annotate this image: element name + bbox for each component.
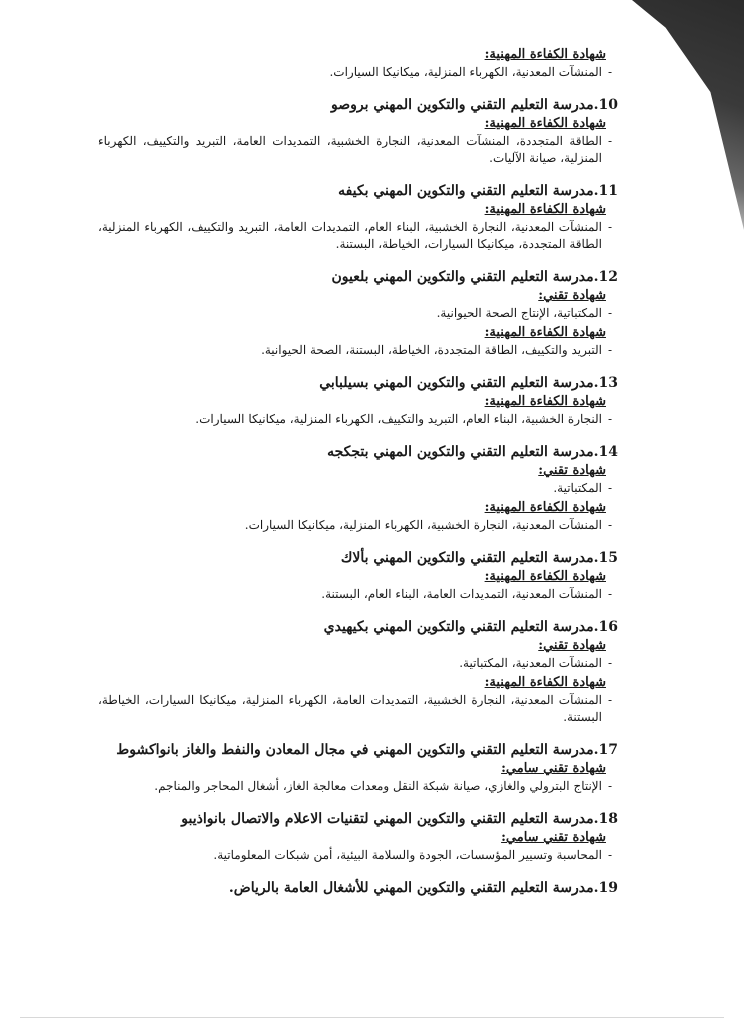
specialties-text: المكتباتية. (553, 481, 602, 495)
list-item (98, 64, 618, 81)
dash-bullet-icon: - (607, 220, 613, 234)
list-item (98, 692, 618, 726)
school-entry (98, 267, 618, 359)
list-item (98, 305, 618, 322)
school-name: مدرسة التعليم التقني والتكوين المهني للأشغال العامة بالرياض. (228, 880, 594, 896)
specialties-text: المنشآت المعدنية، النجارة الخشبية، التمديدات العامة، الكهرباء المنزلية، ميكانيكا السيارات، الخياطة، البستنة. (98, 693, 602, 724)
school-title (98, 267, 618, 287)
specialties-text: التبريد والتكييف، الطاقة المتجددة، الخياطة، البستنة، الصحة الحيوانية. (261, 343, 602, 357)
school-entry (98, 95, 618, 167)
school-name: مدرسة التعليم التقني والتكوين المهني بسيلبابي (319, 375, 594, 391)
list-item (98, 655, 618, 672)
specialties-text: الطاقة المتجددة، المنشآت المعدنية، النجارة الخشبية، التمديدات العامة، التبريد والتكييف، الكهرباء المنزلية، صيانة الآليات. (98, 134, 602, 165)
school-name: مدرسة التعليم التقني والتكوين المهني بروصو (331, 97, 594, 113)
certificate-label: شهادة الكفاءة المهنية: (484, 325, 606, 340)
school-name: مدرسة التعليم التقني والتكوين المهني بتجكجه (327, 444, 594, 460)
school-title (98, 442, 618, 462)
dash-bullet-icon: - (607, 518, 613, 532)
certificate-label: شهادة الكفاءة المهنية: (484, 675, 606, 690)
school-number: 13. (593, 375, 618, 391)
school-entry (98, 617, 618, 726)
specialties-text: المنشآت المعدنية، المكتباتية. (459, 656, 602, 670)
dash-bullet-icon: - (607, 134, 613, 148)
dash-bullet-icon: - (607, 779, 613, 793)
school-name: مدرسة التعليم التقني والتكوين المهني بكيهيدي (323, 619, 594, 635)
specialties-text: الإنتاج البترولي والغازي، صيانة شبكة النقل ومعدات معالجة الغاز، أشغال المحاجر والمناجم. (154, 779, 602, 793)
list-item (98, 133, 618, 167)
dash-bullet-icon: - (607, 343, 613, 357)
school-entry (98, 740, 618, 795)
school-title (98, 548, 618, 568)
specialties-text: المحاسبة وتسيير المؤسسات، الجودة والسلامة البيئية، أمن شبكات المعلوماتية. (213, 848, 602, 862)
list-item (98, 342, 618, 359)
school-name: مدرسة التعليم التقني والتكوين المهني بلعيون (331, 269, 594, 285)
dash-bullet-icon: - (607, 587, 613, 601)
specialties-text: المنشآت المعدنية، التمديدات العامة، البناء العام، البستنة. (321, 587, 602, 601)
dash-bullet-icon: - (607, 65, 613, 79)
school-number: 16. (593, 619, 618, 635)
list-item (98, 778, 618, 795)
school-title (98, 617, 618, 637)
scan-bottom-edge (20, 1017, 724, 1018)
school-entry (98, 548, 618, 603)
certificate-label: شهادة تقني: (538, 638, 606, 653)
school-number: 17. (593, 742, 618, 758)
certificate-label: شهادة الكفاءة المهنية: (484, 202, 606, 217)
list-item (98, 517, 618, 534)
dash-bullet-icon: - (607, 848, 613, 862)
school-number: 14. (593, 444, 618, 460)
school-title (98, 373, 618, 393)
document-body (98, 46, 618, 912)
certificate-label: شهادة تقني سامي: (501, 761, 606, 776)
school-title (98, 878, 618, 898)
school-title (98, 181, 618, 201)
dash-bullet-icon: - (607, 656, 613, 670)
certificate-label: شهادة الكفاءة المهنية: (484, 394, 606, 409)
school-entry (98, 181, 618, 253)
specialties-text: النجارة الخشبية، البناء العام، التبريد والتكييف، الكهرباء المنزلية، ميكانيكا السيارات. (195, 412, 602, 426)
school-entry (98, 442, 618, 534)
dash-bullet-icon: - (607, 693, 613, 707)
specialties-text: المنشآت المعدنية، الكهرباء المنزلية، ميكانيكا السيارات. (329, 65, 602, 79)
specialties-text: المنشآت المعدنية، النجارة الخشبية، البناء العام، التمديدات العامة، التبريد والتكييف، الكهرباء المنزلية، الطاقة المتجددة، ميكانيكا السيارات، الخياطة، البستنة. (98, 220, 602, 251)
school-name: مدرسة التعليم التقني والتكوين المهني لتقنيات الاعلام والاتصال بانواذيبو (181, 811, 594, 827)
list-item (98, 847, 618, 864)
school-entry (98, 809, 618, 864)
school-entry (98, 373, 618, 428)
school-number: 18. (593, 811, 618, 827)
school-title (98, 95, 618, 115)
school-number: 19. (593, 880, 618, 896)
list-item (98, 411, 618, 428)
school-title (98, 809, 618, 829)
school-number: 12. (593, 269, 618, 285)
specialties-text: المنشآت المعدنية، النجارة الخشبية، الكهرباء المنزلية، ميكانيكا السيارات. (244, 518, 602, 532)
list-item (98, 219, 618, 253)
school-name: مدرسة التعليم التقني والتكوين المهني بألاك (340, 550, 594, 566)
certificate-label: شهادة تقني: (538, 288, 606, 303)
school-number: 15. (593, 550, 618, 566)
certificate-label: شهادة تقني سامي: (501, 830, 606, 845)
school-number: 11. (593, 183, 618, 199)
certificate-label: شهادة الكفاءة المهنية: (484, 47, 606, 62)
scan-corner-shadow (632, 0, 744, 230)
list-item (98, 586, 618, 603)
school-title (98, 740, 618, 760)
certificate-label: شهادة تقني: (538, 463, 606, 478)
dash-bullet-icon: - (607, 306, 613, 320)
list-item (98, 480, 618, 497)
school-name: مدرسة التعليم التقني والتكوين المهني بكيفه (338, 183, 594, 199)
school-name: مدرسة التعليم التقني والتكوين المهني في مجال المعادن والنفط والغاز بانواكشوط (116, 742, 594, 758)
school-entry (98, 878, 618, 898)
dash-bullet-icon: - (607, 481, 613, 495)
dash-bullet-icon: - (607, 412, 613, 426)
school-number: 10. (593, 97, 618, 113)
certificate-label: شهادة الكفاءة المهنية: (484, 569, 606, 584)
school-entry (98, 46, 618, 81)
certificate-label: شهادة الكفاءة المهنية: (484, 116, 606, 131)
certificate-label: شهادة الكفاءة المهنية: (484, 500, 606, 515)
specialties-text: المكتباتية، الإنتاج الصحة الحيوانية. (436, 306, 602, 320)
